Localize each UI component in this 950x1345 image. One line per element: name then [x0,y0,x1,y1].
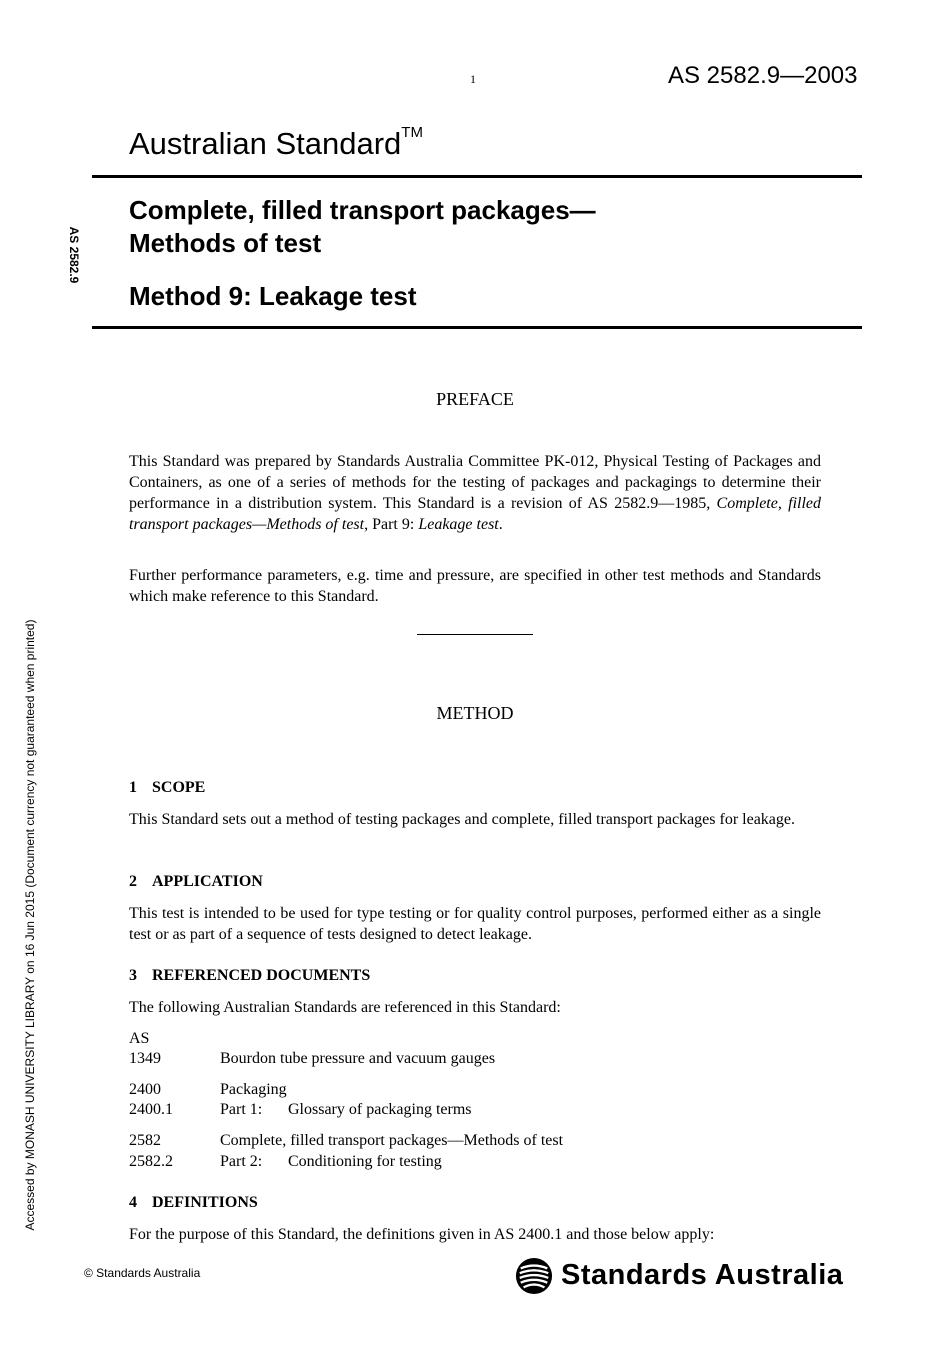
logo-wordmark: Standards Australia [561,1259,844,1291]
brand-name: Australian Standard [129,126,402,161]
access-margin-note [19,600,41,1250]
preface-heading: PREFACE [436,389,514,409]
title-rule-bottom [92,326,862,329]
preface-paragraph-2: Further performance parameters, e.g. time and pressure, are specified in other test methods and Standards which make reference to this Standard. [129,567,821,605]
document-title-line-2: Methods of test [129,228,322,258]
reference-item: 2400 Packaging [129,1081,287,1098]
section-heading-application: 2 APPLICATION [129,873,263,890]
trademark-mark: TM [401,124,423,141]
standards-australia-logo [515,1256,855,1298]
section-body-application: This test is intended to be used for type testing or for quality control purposes, performed either as a single test or as part of a sequence of tests designed to detect leakage. [129,905,821,943]
section-body-referenced-documents: The following Australian Standards are referenced in this Standard: [129,999,561,1016]
reference-item: 1349 Bourdon tube pressure and vacuum gauges [129,1050,496,1067]
section-heading-referenced-documents: 3 REFERENCED DOCUMENTS [129,967,371,984]
section-heading-definitions: 4 DEFINITIONS [129,1194,258,1211]
standards-australia-emblem-icon [515,1257,553,1295]
reference-item: 2582.2 Part 2: Conditioning for testing [129,1153,442,1170]
method-heading: METHOD [436,703,514,723]
section-body-scope: This Standard sets out a method of testing packages and complete, filled transport packages for leakage. [129,811,796,828]
page-number: 1 [470,72,476,86]
section-body-definitions: For the purpose of this Standard, the definitions given in AS 2400.1 and those below apply: [129,1226,715,1243]
title-rule-top [92,175,862,178]
method-title: Method 9: Leakage test [129,281,417,311]
copyright-notice: © Standards Australia [84,1266,201,1280]
reference-item: 2400.1 Part 1: Glossary of packaging terms [129,1101,472,1118]
preface-paragraph-1: This Standard was prepared by Standards Australia Committee PK-012, Physical Testing of Packages and Containers, as one of a series of methods for the testing of packages and packagings to determine their performance in a distribution system. This Standard is a revision of AS 2582.9—1985, Complete, filled transport packages—Methods of test, Part 9: Leakage test. [129,453,821,533]
document-title-line-1: Complete, filled transport packages— [129,195,596,225]
reference-item: 2582 Complete, filled transport packages—Methods of test [129,1132,564,1149]
access-margin-note-text: Accessed by MONASH UNIVERSITY LIBRARY on 16 Jun 2015 (Document currency not guaranteed when printed) [23,619,37,1231]
side-code-text: AS 2582.9 [67,226,81,284]
brand-heading [129,126,423,162]
section-heading-scope: 1 SCOPE [129,779,206,796]
standard-code: AS 2582.9—2003 [668,62,858,89]
section-divider [417,634,533,635]
reference-series-label: AS [129,1030,150,1047]
side-code [61,216,87,294]
